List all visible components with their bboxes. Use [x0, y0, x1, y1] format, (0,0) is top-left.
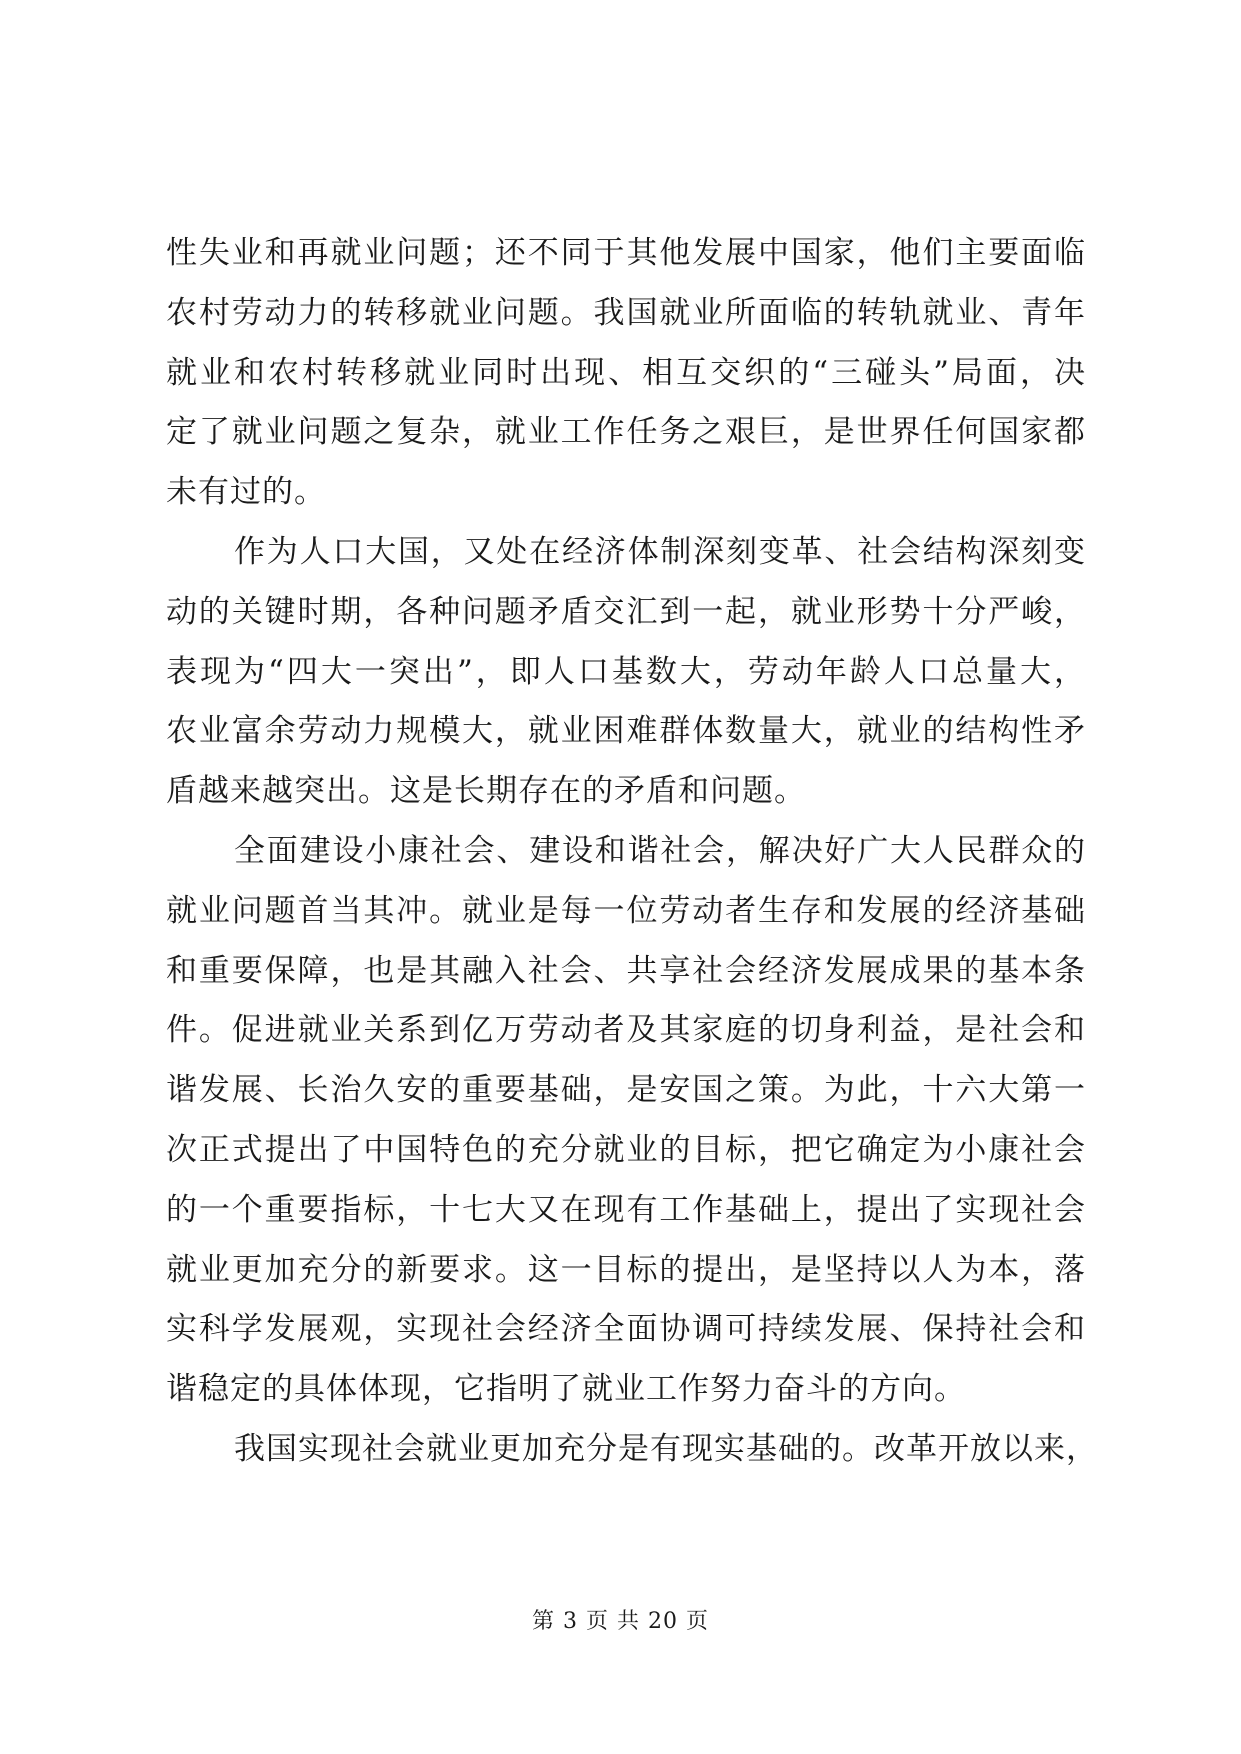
text-line: 件。促进就业关系到亿万劳动者及其家庭的切身利益，是社会和: [166, 1012, 1086, 1049]
text-line: 盾越来越突出。这是长期存在的矛盾和问题。: [166, 773, 806, 810]
text-line: 就业更加充分的新要求。这一目标的提出，是坚持以人为本，落: [166, 1251, 1086, 1288]
text-line: 实科学发展观，实现社会经济全面协调可持续发展、保持社会和: [166, 1311, 1086, 1348]
text-line: 谐发展、长治久安的重要基础，是安国之策。为此，十六大第一: [166, 1072, 1086, 1109]
text-line: 和重要保障，也是其融入社会、共享社会经济发展成果的基本条: [166, 952, 1086, 989]
body-text: [166, 224, 1098, 1480]
text-line: 作为人口大国，又处在经济体制深刻变革、社会结构深刻变: [234, 533, 1086, 570]
text-line: 谐稳定的具体体现，它指明了就业工作努力奋斗的方向。: [166, 1371, 966, 1408]
paragraph: [166, 523, 1086, 822]
text-line: 的一个重要指标，十七大又在现有工作基础上，提出了实现社会: [166, 1191, 1086, 1228]
paragraph: [166, 822, 1086, 1420]
text-line: 就业和农村转移就业同时出现、相互交织的“三碰头”局面，决: [166, 354, 1086, 391]
text-line: 我国实现社会就业更加充分是有现实基础的。改革开放以来，: [234, 1430, 1098, 1467]
paragraph: [166, 1420, 1098, 1480]
text-line: 全面建设小康社会、建设和谐社会，解决好广大人民群众的: [234, 832, 1086, 869]
text-line: 农业富余劳动力规模大，就业困难群体数量大，就业的结构性矛: [166, 713, 1086, 750]
text-line: 表现为“四大一突出”，即人口基数大，劳动年龄人口总量大，: [166, 653, 1086, 690]
paragraph: [166, 224, 1086, 523]
text-line: 未有过的。: [166, 474, 326, 511]
text-line: 农村劳动力的转移就业问题。我国就业所面临的转轨就业、青年: [166, 294, 1086, 331]
text-line: 性失业和再就业问题；还不同于其他发展中国家，他们主要面临: [166, 235, 1086, 271]
text-line: 次正式提出了中国特色的充分就业的目标，把它确定为小康社会: [166, 1131, 1086, 1168]
text-line: 就业问题首当其冲。就业是每一位劳动者生存和发展的经济基础: [166, 892, 1086, 929]
text-line: 动的关键时期，各种问题矛盾交汇到一起，就业形势十分严峻，: [166, 593, 1086, 630]
text-line: 定了就业问题之复杂，就业工作任务之艰巨，是世界任何国家都: [166, 414, 1086, 451]
page-footer: 第 3 页 共 20 页: [532, 1609, 709, 1634]
